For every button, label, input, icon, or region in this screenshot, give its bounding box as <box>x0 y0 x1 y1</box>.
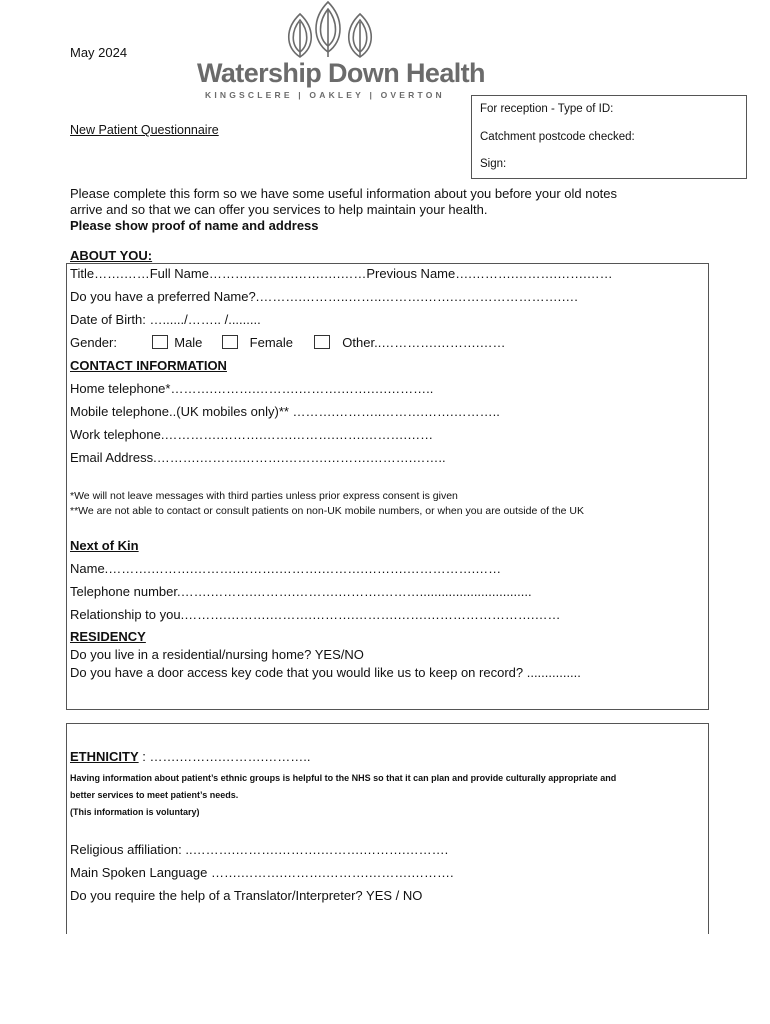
residency-question-1[interactable]: Do you live in a residential/nursing home? YES/NO <box>70 647 364 662</box>
form-title: New Patient Questionnaire <box>70 123 219 137</box>
reception-box <box>471 95 747 179</box>
form-date: May 2024 <box>70 45 128 60</box>
ethnicity-row[interactable] <box>70 749 311 765</box>
about-heading: ABOUT YOU: <box>70 248 153 263</box>
work-telephone-field[interactable]: Work telephone.………….……….…….……….…….……….…… <box>70 427 434 442</box>
mobile-telephone-field[interactable]: Mobile telephone..(UK mobiles only)** ……….………..……….…….……….. <box>70 404 500 419</box>
religion-field[interactable]: Religious affiliation: ..……….……….……….……….……….………. <box>70 842 449 857</box>
gender-row <box>70 335 506 351</box>
gender-label: Gender: <box>70 335 117 350</box>
contact-heading: CONTACT INFORMATION <box>70 358 227 373</box>
logo-title: Watership Down Health <box>197 58 485 88</box>
contact-note-2: **We are not able to contact or consult patients on non-UK mobile numbers, or when you are outside of the UK <box>70 505 585 517</box>
ethnicity-info-1: Having information about patient’s ethnic groups is helpful to the NHS so that it can plan and provide culturally appropriate and <box>70 773 617 783</box>
gender-other-checkbox[interactable] <box>314 335 330 349</box>
about-section-box <box>66 263 709 710</box>
gender-male-label: Male <box>174 335 203 350</box>
gender-male-checkbox[interactable] <box>152 335 168 349</box>
reception-sign: Sign: <box>480 158 507 170</box>
home-telephone-field[interactable]: Home telephone*……….……….……….……….…….….……….. <box>70 381 434 396</box>
reception-id-type: For reception - Type of ID: <box>480 103 614 115</box>
gender-other-label[interactable]: Other..………….……….…… <box>342 335 506 350</box>
intro-line-3: Please show proof of name and address <box>70 218 319 233</box>
intro-line-1: Please complete this form so we have some useful information about you before your old notes <box>70 186 618 201</box>
ethnicity-heading: ETHNICITY <box>70 749 139 764</box>
ethnicity-field[interactable]: : …….……….……….……….. <box>138 749 311 764</box>
gender-female-checkbox[interactable] <box>222 335 238 349</box>
gender-female-label: Female <box>249 335 294 350</box>
practice-logo <box>195 0 485 102</box>
residency-question-2[interactable]: Do you have a door access key code that you would like us to keep on record? ............... <box>70 665 581 680</box>
contact-note-1: *We will not leave messages with third parties unless prior express consent is given <box>70 490 458 502</box>
preferred-name-field[interactable]: Do you have a preferred Name?.……….………..……..……….…….…………………….…. <box>70 289 578 304</box>
intro-line-2: arrive and so that we can offer you services to help maintain your health. <box>70 202 488 217</box>
ethnicity-info-3: (This information is voluntary) <box>70 807 200 817</box>
next-of-kin-heading: Next of Kin <box>70 538 139 553</box>
logo-subtitle: KINGSCLERE | OAKLEY | OVERTON <box>205 90 445 100</box>
reception-catchment: Catchment postcode checked: <box>480 131 635 143</box>
kin-relationship-field[interactable]: Relationship to you.……….……….……….……….……….…….…………………….…… <box>70 607 561 622</box>
title-fullname-field[interactable]: Title…….……Full Name……….……….…….….……Previous Name….……….……….…….…… <box>70 266 613 281</box>
kin-telephone-field[interactable]: Telephone number.…….……….……….……….……….………............................... <box>70 584 532 599</box>
dob-field[interactable]: Date of Birth: …....../…….. /......... <box>70 312 261 327</box>
language-field[interactable]: Main Spoken Language …….……….……….……….……….………. <box>70 865 454 880</box>
ethnicity-info-2: better services to meet patient’s needs. <box>70 790 239 800</box>
email-field[interactable]: Email Address.……….……….……….……….……….……….…….. <box>70 450 446 465</box>
residency-heading: RESIDENCY <box>70 629 146 644</box>
kin-name-field[interactable]: Name.……….……….……….……….……….……….……….…………….…… <box>70 561 502 576</box>
translator-question[interactable]: Do you require the help of a Translator/Interpreter? YES / NO <box>70 888 423 903</box>
tree-leaves-icon <box>280 0 390 58</box>
